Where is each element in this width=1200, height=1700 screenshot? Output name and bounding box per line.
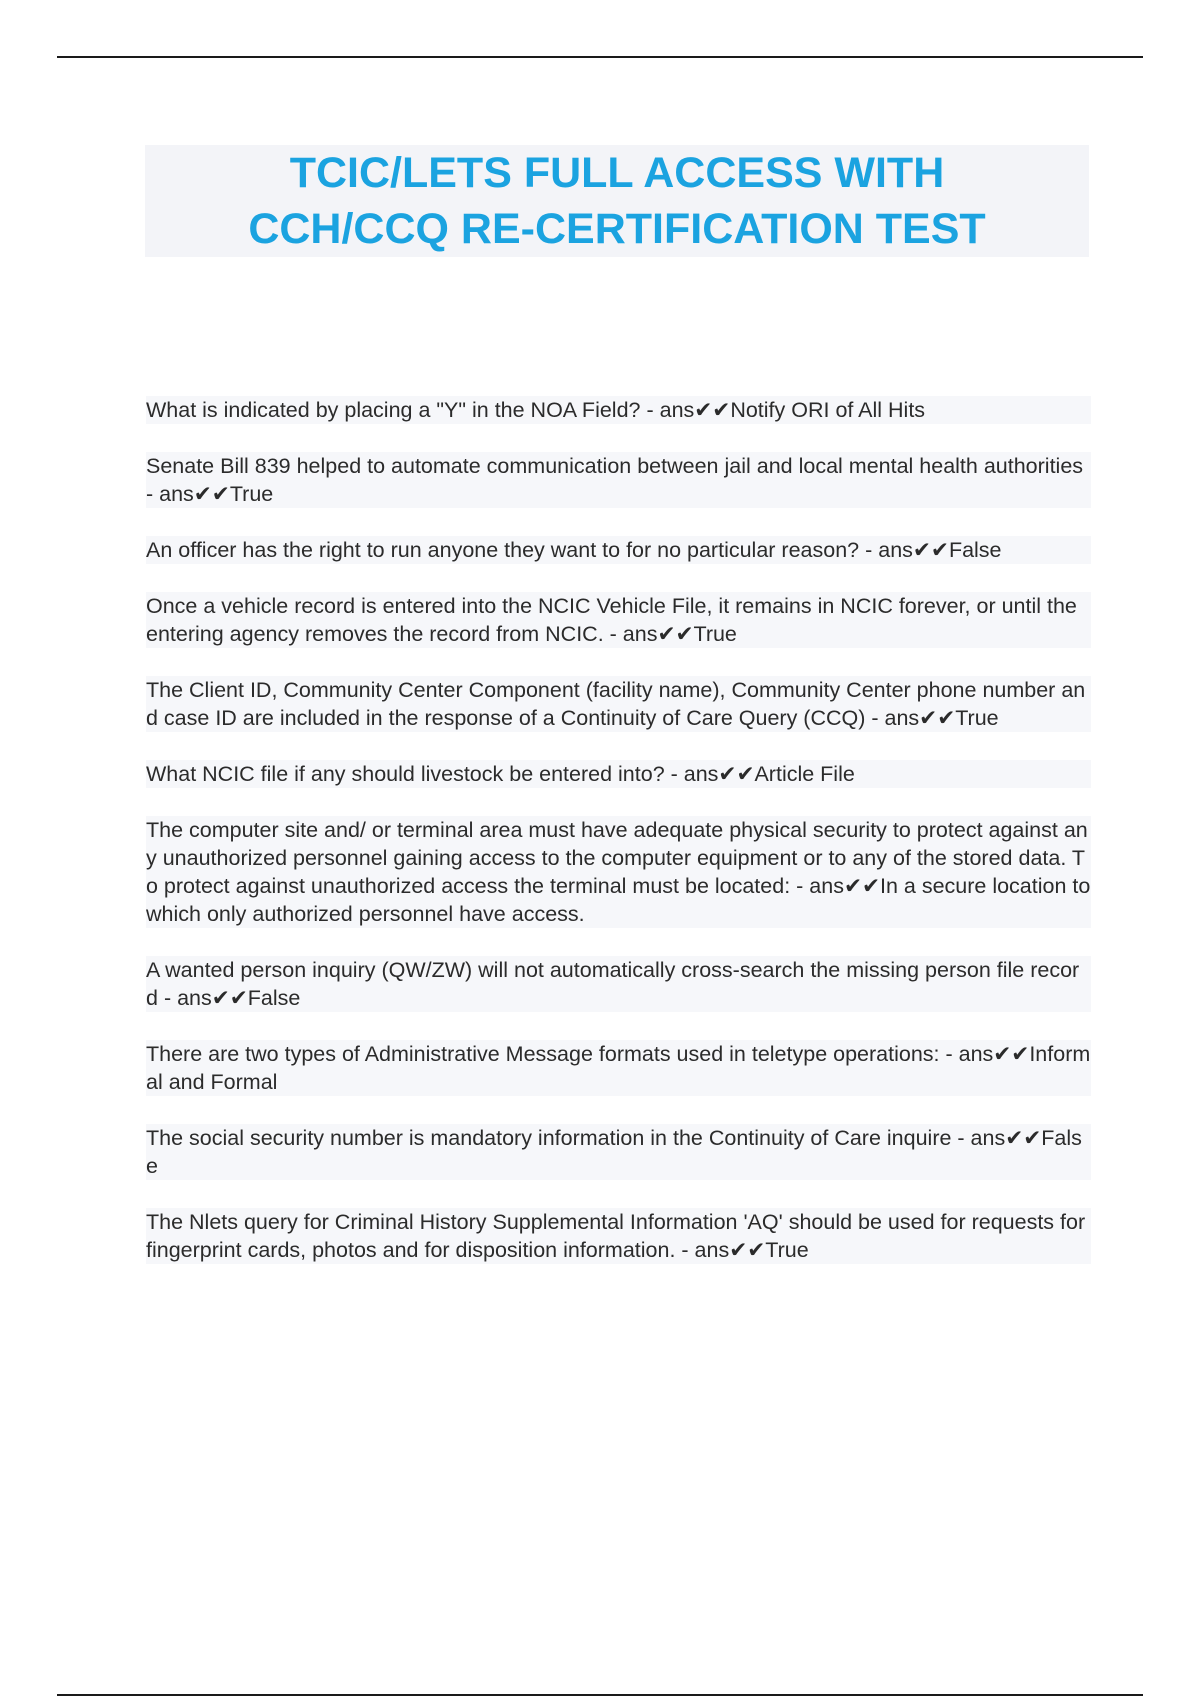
question: The Nlets query for Criminal History Supplemental Information 'AQ' should be used for requests for fingerprint cards, photos and for disposition information. — [146, 1210, 1086, 1262]
top-rule — [57, 56, 1143, 58]
qa-item — [146, 452, 1091, 508]
question: Senate Bill 839 helped to automate communication between jail and local mental health authorities — [146, 454, 1084, 478]
bottom-rule — [57, 1694, 1143, 1696]
answer-prefix: - ans✔✔ — [951, 1126, 1042, 1150]
title-line-1: TCIC/LETS FULL ACCESS WITH — [289, 149, 945, 197]
answer-prefix: - ans✔✔ — [157, 986, 248, 1010]
qa-item — [146, 592, 1091, 648]
answer: False — [247, 986, 301, 1010]
answer-prefix: - ans✔✔ — [603, 622, 694, 646]
question: There are two types of Administrative Message formats used in teletype operations: — [146, 1042, 940, 1066]
answer: Notify ORI of All Hits — [730, 398, 926, 422]
answer: False — [948, 538, 1002, 562]
question: The computer site and/ or terminal area must have adequate physical security to protect against any unauthorized personnel gaining access to the computer equipment or to any of the stored data. To protect against unauthorized access the terminal must be located: — [146, 818, 1088, 898]
answer-prefix: - ans✔✔ — [675, 1238, 766, 1262]
qa-item — [146, 676, 1091, 732]
answer: Article File — [754, 762, 855, 786]
question: Once a vehicle record is entered into the NCIC Vehicle File, it remains in NCIC forever, or until the entering agency removes the record from NCIC. — [146, 594, 1077, 646]
answer: True — [765, 1238, 809, 1262]
qa-item — [146, 1040, 1091, 1096]
answer: Informal and Formal — [146, 1042, 1091, 1094]
answer-prefix: - ans✔✔ — [146, 482, 230, 506]
answer: In a secure location to which only authorized personnel have access. — [146, 874, 1091, 926]
answer: False — [146, 1126, 1082, 1178]
qa-item — [146, 1124, 1091, 1180]
question: An officer has the right to run anyone they want to for no particular reason? — [146, 538, 860, 562]
question: The social security number is mandatory information in the Continuity of Care inquire — [146, 1126, 952, 1150]
answer-prefix: - ans✔✔ — [664, 762, 755, 786]
qa-item — [146, 956, 1091, 1012]
answer-prefix: - ans✔✔ — [640, 398, 731, 422]
answer-prefix: - ans✔✔ — [790, 874, 880, 898]
qa-item — [146, 816, 1091, 928]
qa-list — [146, 396, 1091, 1292]
answer-prefix: - ans✔✔ — [859, 538, 949, 562]
qa-item — [146, 396, 1091, 424]
answer: True — [693, 622, 737, 646]
title-line-2: CCH/CCQ RE-CERTIFICATION TEST — [248, 205, 986, 253]
answer: True — [955, 706, 999, 730]
qa-item — [146, 536, 1091, 564]
question: A wanted person inquiry (QW/ZW) will not automatically cross-search the missing person file record — [146, 958, 1080, 1010]
document-title — [145, 145, 1089, 257]
answer: True — [229, 482, 274, 506]
qa-item — [146, 1208, 1091, 1264]
answer-prefix: - ans✔✔ — [939, 1042, 1030, 1066]
question: What NCIC file if any should livestock be entered into? — [146, 762, 665, 786]
answer-prefix: - ans✔✔ — [865, 706, 956, 730]
question: What is indicated by placing a "Y" in the NOA Field? — [146, 398, 641, 422]
question: The Client ID, Community Center Component (facility name), Community Center phone number and case ID are included in the response of a Continuity of Care Query (CCQ) — [146, 678, 1086, 730]
qa-item — [146, 760, 1091, 788]
